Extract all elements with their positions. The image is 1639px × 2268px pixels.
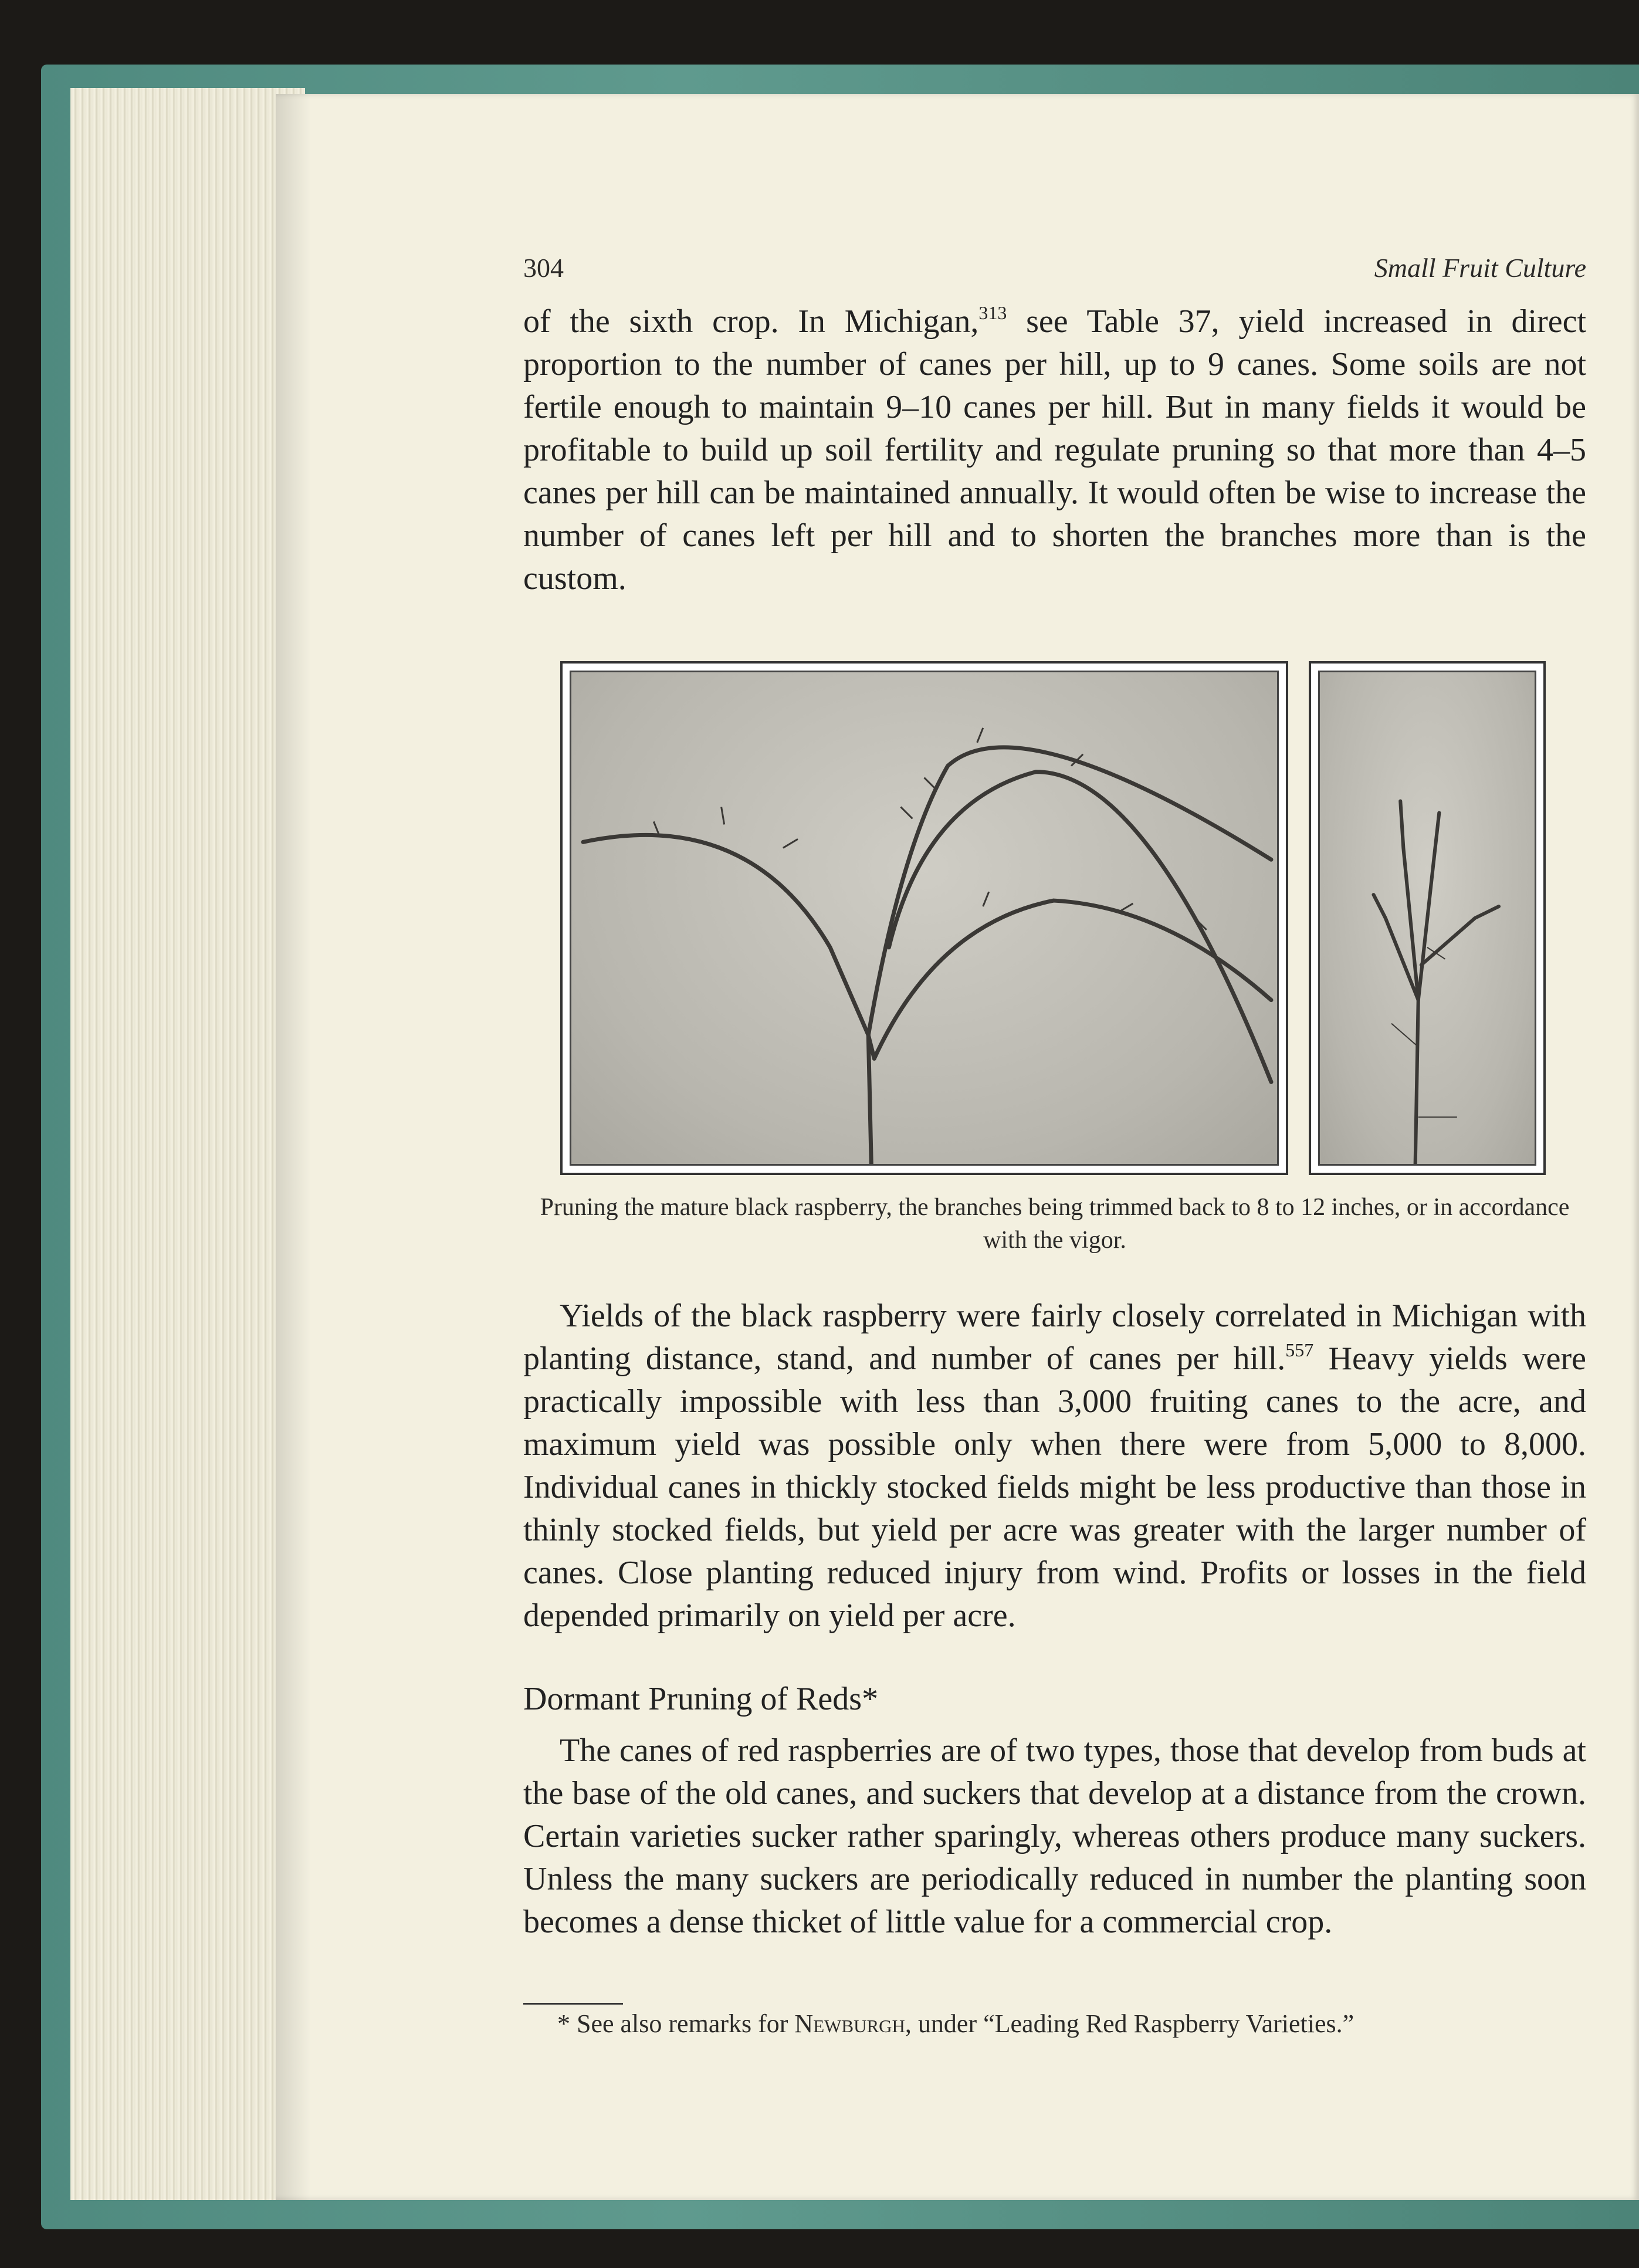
footnote-suffix: , under “Leading Red Raspberry Varieties.”: [905, 2009, 1354, 2038]
page-edges: [70, 88, 305, 2200]
paragraph-1-text-a: of the sixth crop. In Michigan,: [523, 303, 979, 340]
raspberry-photo-left: [560, 661, 1288, 1175]
paragraph-1-text-b: see Table 37, yield increased in direct proportion to the number of canes per hill, up to 9 canes. Some soils are not fertile enough to maintain 9–10 canes per hill. But in many fields it would be profitable to build up soil fertility and regulate pruning so that more than 4–5 canes per hill can be maintained annually. It would often be wise to increase the number of canes left per hill and to shorten the branches more than is the custom.: [523, 303, 1586, 597]
paragraph-2-text-a: Yields of the black raspberry were fairly closely correlated in Michigan with planting distance, stand, and number of canes per hill.: [523, 1298, 1586, 1377]
gutter-shadow: [276, 94, 311, 2200]
paragraph-3-text: The canes of red raspberries are of two types, those that develop from buds at the base of the old canes, and suckers that develop at a distance from the crown. Certain varieties sucker rather sparingly, whereas others produce many suckers. Unless the many suckers are periodically reduced in number the planting soon becomes a dense thicket of little value for a commercial crop.: [523, 1732, 1586, 1940]
photo-image-left: [570, 671, 1279, 1166]
reference-313: 313: [978, 302, 1007, 323]
reference-557: 557: [1285, 1339, 1314, 1360]
raspberry-canes-illustration: [571, 672, 1277, 1164]
section-heading: Dormant Pruning of Reds*: [523, 1681, 879, 1717]
paragraph-3: [523, 1729, 1586, 1944]
footnote-prefix: * See also remarks for: [557, 2009, 795, 2038]
figure-caption: Pruning the mature black raspberry, the branches being trimmed back to 8 to 12 inches, or in accordance with the vigor.: [540, 1194, 1570, 1254]
footnote-rule: [523, 2003, 623, 2005]
page-number: 304: [523, 253, 564, 283]
photo-image-right: [1318, 671, 1536, 1166]
footnote-variety: Newburgh: [794, 2009, 905, 2038]
paragraph-2: [523, 1295, 1586, 1637]
paragraph-2-text-b: Heavy yields were practically impossible with less than 3,000 fruiting canes to the acre, and maximum yield was possible only when there were from 5,000 to 8,000. Individual canes in thickly stocked fields might be less productive than those in thinly stocked fields, but yield per acre was greater with the larger number of canes. Close planting reduced injury from wind. Profits or losses in the field depended primarily on yield per acre.: [523, 1341, 1586, 1634]
pruned-cane-illustration: [1320, 672, 1535, 1164]
raspberry-photo-right: [1309, 661, 1546, 1175]
paragraph-1: [523, 300, 1586, 600]
running-title: Small Fruit Culture: [1374, 253, 1586, 283]
footnote: [557, 2006, 1586, 2042]
page-header: [523, 252, 1586, 293]
